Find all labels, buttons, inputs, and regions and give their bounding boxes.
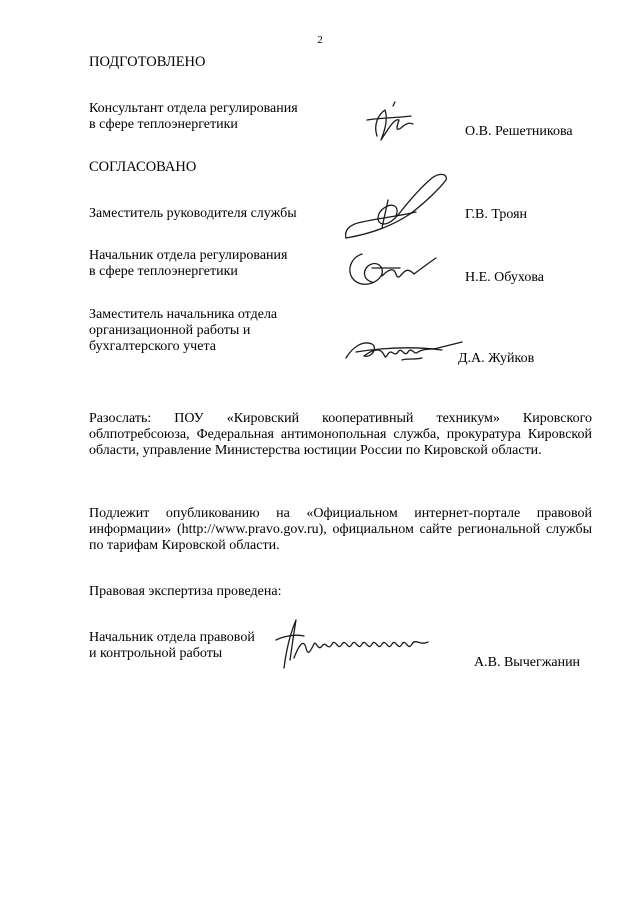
signature-zhuykov (342, 330, 467, 370)
signer-2-name: Н.Е. Обухова (465, 270, 544, 285)
signer-2-role (89, 248, 339, 280)
signer-1-name: Г.В. Троян (465, 207, 528, 222)
signer-3-role (89, 307, 339, 355)
signature-obukhova (342, 246, 442, 296)
signer-2-role-line-2: в сфере теплоэнергетики (89, 264, 238, 279)
prepared-role (89, 101, 339, 133)
prepared-heading: ПОДГОТОВЛЕНО (89, 54, 206, 70)
prepared-role-line-2: в сфере теплоэнергетики (89, 117, 238, 132)
distribution-paragraph: Разослать: ПОУ «Кировский кооперативный техникум» Кировского облпотребсоюза, Федеральная антимонопольная служба, прокуратура Кировской области, управление Министерства юстиции России по Кировской области. (89, 411, 592, 458)
signature-troyan (340, 170, 465, 245)
signer-3-role-line-1: Заместитель начальника отдела (89, 307, 278, 322)
prepared-role-line-1: Консультант отдела регулирования (89, 101, 298, 116)
legal-review-role-line-1: Начальник отдела правовой (89, 630, 255, 645)
signer-1-role-line-1: Заместитель руководителя службы (89, 206, 297, 221)
legal-review-heading: Правовая экспертиза проведена: (89, 584, 282, 599)
legal-review-name: А.В. Вычегжанин (474, 655, 581, 670)
signer-2-role-line-1: Начальник отдела регулирования (89, 248, 288, 263)
prepared-name: О.В. Решетникова (465, 124, 573, 139)
legal-review-role-line-2: и контрольной работы (89, 646, 223, 661)
signature-reshetnikova (355, 96, 435, 156)
publication-paragraph: Подлежит опубликованию на «Официальном интернет-портале правовой информации» (http://www.pravo.gov.ru), официальном сайте региональной службы по тарифам Кировской области. (89, 506, 592, 553)
signature-vychegzhanin (270, 612, 440, 672)
agreed-heading: СОГЛАСОВАНО (89, 159, 197, 175)
signer-3-role-line-2: организационной работы и (89, 323, 251, 338)
signer-3-name: Д.А. Жуйков (458, 351, 535, 366)
page-number: 2 (317, 34, 323, 46)
signer-3-role-line-3: бухгалтерского учета (89, 339, 216, 354)
signer-1-role (89, 206, 339, 222)
